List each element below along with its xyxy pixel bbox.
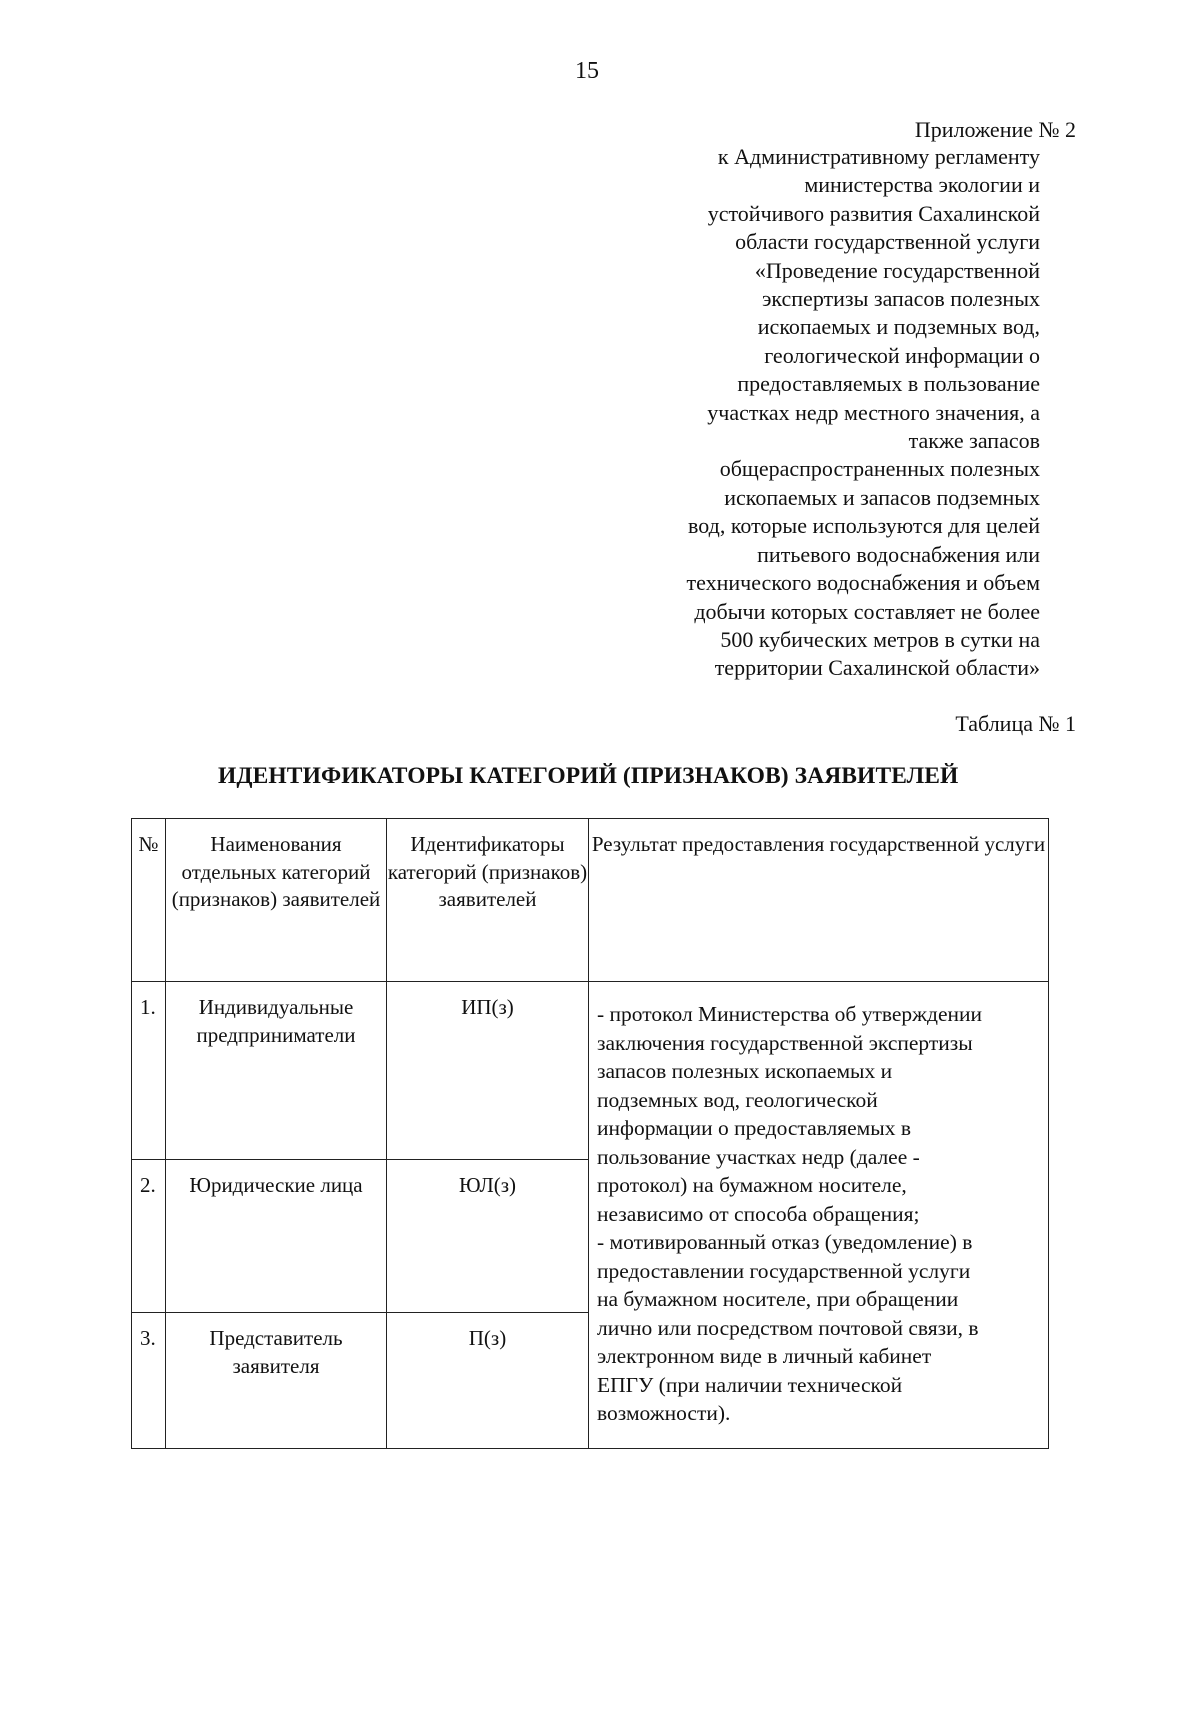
appendix-line: также запасов — [908, 428, 1040, 454]
header-category-name: Наименования отдельных категорий (признаков) заявителей — [166, 819, 387, 982]
service-result — [589, 982, 1049, 1449]
result-line: подземных вод, геологической — [597, 1087, 878, 1112]
appendix-line: устойчивого развития Сахалинской — [707, 200, 1040, 226]
appendix-line: общераспространенных полезных — [719, 456, 1040, 482]
appendix-line: участках недр местного значения, а — [707, 399, 1040, 425]
result-line: информации о предоставляемых в — [597, 1116, 911, 1140]
category-name: Представитель заявителя — [166, 1313, 387, 1449]
appendix-line: ископаемых и запасов подземных — [724, 484, 1040, 510]
category-identifier: ИП(з) — [387, 982, 589, 1160]
result-line: на бумажном носителе, при обращении — [597, 1287, 959, 1311]
appendix-line: «Проведение государственной — [754, 257, 1040, 283]
category-identifier: П(з) — [387, 1313, 589, 1449]
result-line: предоставлении государственной услуги — [597, 1258, 971, 1283]
category-identifier: ЮЛ(з) — [387, 1160, 589, 1313]
appendix-title: Приложение № 2 — [914, 117, 1076, 142]
appendix-line: ископаемых и подземных вод, — [757, 314, 1040, 340]
result-line: заключения государственной экспертизы — [597, 1030, 973, 1055]
categories-table — [131, 818, 1049, 1449]
result-line: протокол) на бумажном носителе, — [597, 1173, 907, 1197]
header-number: № — [132, 819, 166, 982]
appendix-text — [570, 143, 1040, 683]
result-line: ЕПГУ (при наличии технической — [597, 1372, 903, 1397]
category-name: Индивидуальные предприниматели — [166, 982, 387, 1160]
table-row — [132, 982, 1049, 1160]
result-line: - мотивированный отказ (уведомление) в — [597, 1230, 973, 1254]
appendix-line: экспертизы запасов полезных — [761, 286, 1040, 312]
appendix-line: геологической информации о — [764, 342, 1040, 368]
appendix-line: вод, которые используются для целей — [688, 513, 1040, 539]
row-number: 1. — [132, 982, 166, 1160]
appendix-line: 500 кубических метров в сутки на — [720, 626, 1040, 652]
appendix-line: области государственной услуги — [735, 229, 1040, 255]
header-identifier: Идентификаторы категорий (признаков) заявителей — [387, 819, 589, 982]
appendix-line: к Административному регламенту — [717, 144, 1040, 169]
appendix-line: технического водоснабжения и объем — [686, 570, 1040, 596]
appendix-line: питьевого водоснабжения или — [757, 541, 1040, 567]
category-name: Юридические лица — [166, 1160, 387, 1313]
appendix-line: министерства экологии и — [804, 172, 1040, 198]
header-result: Результат предоставления государственной услуги — [589, 819, 1049, 982]
appendix-line: добычи которых составляет не более — [694, 598, 1040, 624]
row-number: 2. — [132, 1160, 166, 1313]
appendix-line: территории Сахалинской области» — [714, 655, 1040, 681]
document-heading: ИДЕНТИФИКАТОРЫ КАТЕГОРИЙ (ПРИЗНАКОВ) ЗАЯВИТЕЛЕЙ — [218, 763, 959, 789]
page-number: 15 — [575, 58, 599, 84]
result-line: электронном виде в личный кабинет — [597, 1344, 932, 1368]
result-line: возможности). — [597, 1401, 731, 1425]
result-line: независимо от способа обращения; — [597, 1201, 920, 1226]
result-line: запасов полезных ископаемых и — [597, 1059, 893, 1083]
result-line: лично или посредством почтовой связи, в — [597, 1315, 979, 1340]
result-line: пользование участках недр (далее - — [597, 1144, 920, 1169]
row-number: 3. — [132, 1313, 166, 1449]
table-number: Таблица № 1 — [955, 711, 1076, 736]
result-line: - протокол Министерства об утверждении — [597, 1002, 983, 1026]
table-header-row — [132, 819, 1049, 982]
appendix-line: предоставляемых в пользование — [737, 371, 1040, 397]
